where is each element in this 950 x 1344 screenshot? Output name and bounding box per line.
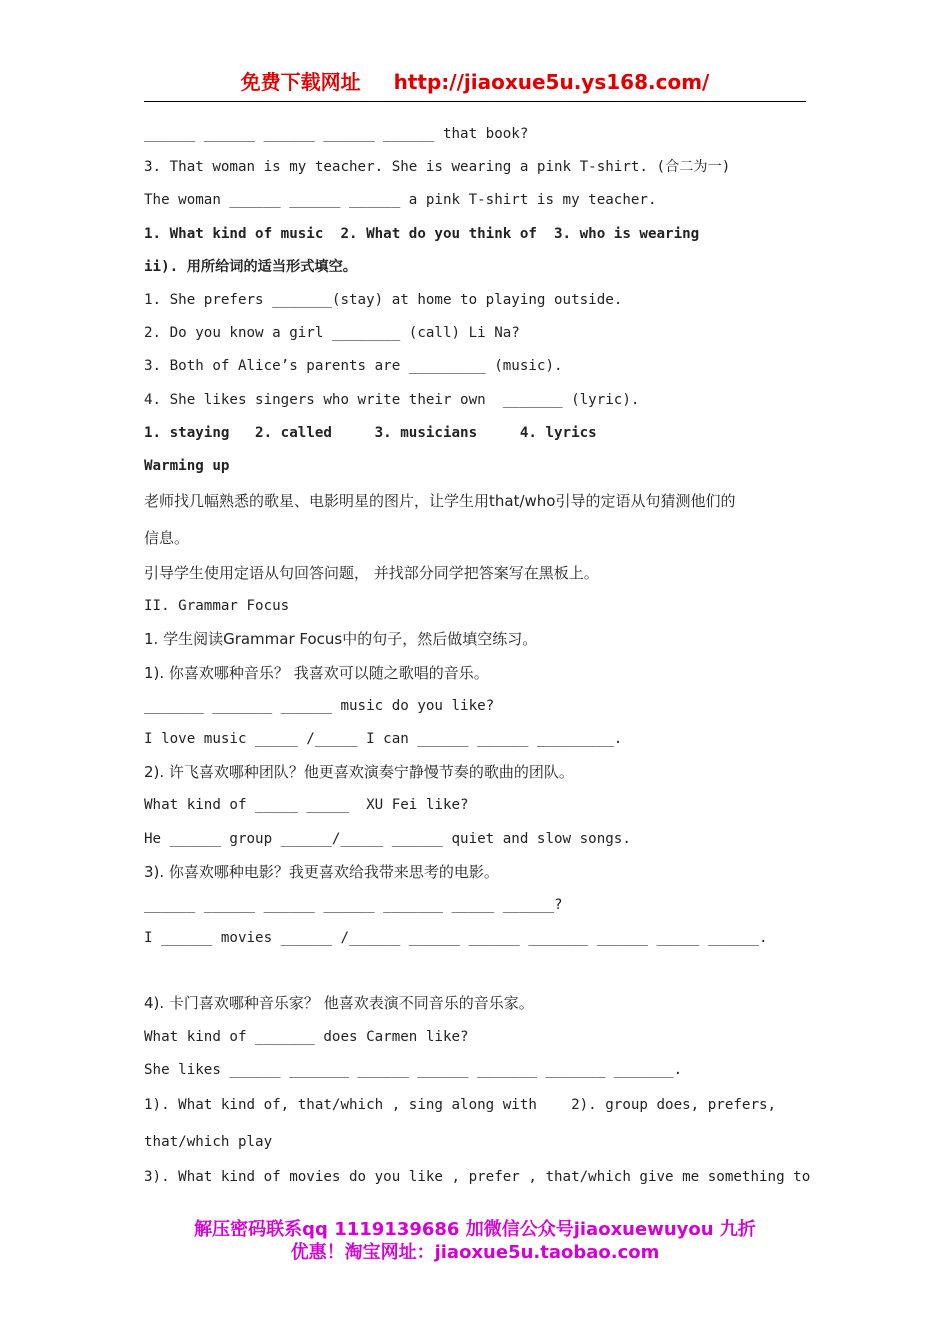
text-line: 2. Do you know a girl ________ (call) Li Na?	[144, 325, 520, 342]
text-line: that/which play	[144, 1133, 273, 1150]
text-line: II. Grammar Focus	[144, 598, 290, 615]
footer-line-1: 解压密码联系qq 1119139686 加微信公众号jiaoxuewuyou 九折	[194, 1219, 756, 1240]
footer-line-2: 优惠！淘宝网址：jiaoxue5u.taobao.com	[290, 1242, 660, 1263]
text-line: 老师找几幅熟悉的歌星、电影明星的图片，让学生用that/who引导的定语从句猜测他们的	[144, 492, 736, 511]
text-line: 3). What kind of movies do you like , prefer , that/which give me something to	[144, 1168, 811, 1185]
text-line: The woman ______ ______ ______ a pink T-shirt is my teacher.	[144, 192, 657, 209]
text-line: 4). 卡门喜欢哪种音乐家？ 他喜欢表演不同音乐的音乐家。	[144, 994, 534, 1013]
text-line: 1. 学生阅读Grammar Focus中的句子，然后做填空练习。	[144, 630, 538, 649]
text-line: 1). 你喜欢哪种音乐？ 我喜欢可以随之歌唱的音乐。	[144, 663, 489, 682]
header-title: 免费下载网址	[240, 70, 361, 94]
text-line: 信息。	[144, 529, 190, 548]
text-line: 3). 你喜欢哪种电影？我更喜欢给我带来思考的电影。	[144, 862, 499, 881]
text-line: 3. That woman is my teacher. She is wearing a pink T-shirt. (合二为一)	[144, 159, 731, 176]
text-line: 1. staying 2. called 3. musicians 4. lyrics	[144, 424, 597, 441]
text-line: _______ _______ ______ music do you like?	[144, 697, 495, 714]
text-line: What kind of _____ _____ XU Fei like?	[144, 797, 469, 814]
header-url-link[interactable]: http://jiaoxue5u.ys168.com/	[393, 70, 710, 94]
text-line	[144, 955, 814, 987]
text-line: 引导学生使用定语从句回答问题， 并找部分同学把答案写在黑板上。	[144, 564, 599, 583]
text-line: I ______ movies ______ /______ ______ ______ _______ ______ _____ ______.	[144, 930, 768, 947]
document-body	[144, 118, 814, 1194]
text-line: 4. She likes singers who write their own _______ (lyric).	[144, 391, 640, 408]
text-line: What kind of _______ does Carmen like?	[144, 1028, 469, 1045]
text-line: ______ ______ ______ ______ _______ _____ ______?	[144, 896, 563, 913]
page-footer	[100, 1218, 850, 1264]
text-line: ______ ______ ______ ______ ______ that book?	[144, 126, 529, 142]
text-line: 3. Both of Alice’s parents are _________ (music).	[144, 358, 563, 375]
page-header	[144, 66, 806, 102]
text-line: Warming up	[144, 457, 230, 474]
text-line: 2). 许飞喜欢哪种团队？他更喜欢演奏宁静慢节奏的歌曲的团队。	[144, 763, 574, 782]
text-line: She likes ______ _______ ______ ______ _______ _______ _______.	[144, 1061, 683, 1078]
text-line: I love music _____ /_____ I can ______ ______ _________.	[144, 731, 623, 747]
text-line: 1. She prefers _______(stay) at home to playing outside.	[144, 291, 623, 308]
text-line: 1. What kind of music 2. What do you think of 3. who is wearing	[144, 225, 700, 242]
text-line: 1). What kind of, that/which , sing along with 2). group does, prefers,	[144, 1096, 777, 1113]
text-line: ii). 用所给词的适当形式填空。	[144, 258, 357, 275]
text-line: He ______ group ______/_____ ______ quiet and slow songs.	[144, 830, 631, 847]
